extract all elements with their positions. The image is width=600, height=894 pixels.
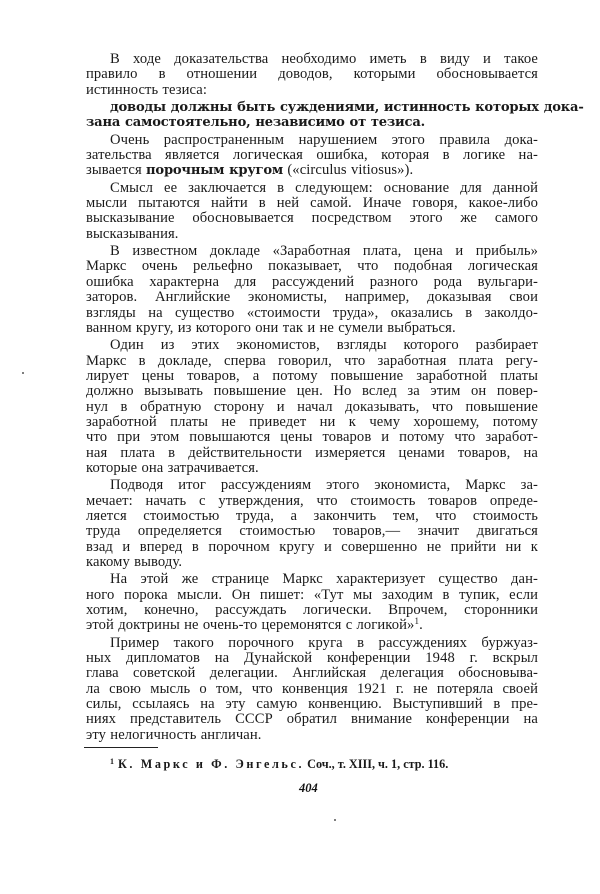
- text-line: На этой же странице Маркс характеризует существо дан-: [110, 571, 538, 588]
- text-fragment: .: [419, 617, 423, 634]
- text-line: лирует цены товаров, а потому повышение заработной платы: [86, 367, 538, 384]
- paragraph: [86, 244, 538, 336]
- text-line: ниях представитель СССР обратил внимание конференции на: [86, 711, 538, 728]
- text-line: ванном кругу, из которого они так и не сумели выбраться.: [86, 319, 456, 336]
- text-line: Маркс очень рельефно показывает, что подобная логическая: [86, 258, 538, 275]
- text-line: заработной платы не приведет ни к чему хорошему, потому: [86, 413, 538, 430]
- paragraph: [86, 478, 538, 570]
- text-line: высказывание обосновывается посредством этого же самого: [86, 210, 538, 227]
- text-line: [86, 618, 538, 633]
- footnote-citation: Соч., т. XIII, ч. 1, стр. 116.: [307, 757, 449, 771]
- text-line: мечает: начать с утверждения, что стоимость товаров опреде-: [86, 492, 538, 509]
- text-line: Один из этих экономистов, взгляды которого разбирает: [110, 337, 538, 354]
- text-line: нул в обратную сторону и начал доказывать, что повышение: [86, 398, 538, 415]
- scan-speck: [334, 819, 336, 821]
- text-line: которые она затрачивается.: [86, 459, 259, 476]
- page-body: [86, 51, 584, 743]
- text-line: ляется стоимостью труда, а закончить тем, что стоимость: [86, 507, 538, 524]
- rule-statement: [86, 100, 584, 131]
- paragraph: [86, 338, 538, 476]
- footnote-authors: К. Маркс и Ф. Энгельс.: [118, 757, 305, 771]
- text-line: мысли пытаются найти в ней самой. Иначе говоря, какое-либо: [86, 195, 538, 212]
- text-line: ного порока мысли. Он пишет: «Тут мы заходим в тупик, если: [86, 586, 538, 603]
- text-line: ла свою мысль о том, что конвенция 1921 г. не потеряла своей: [86, 680, 538, 697]
- paragraph: [86, 133, 538, 179]
- scan-speck: [22, 372, 24, 374]
- text-line: ная плата в действительности измеряется ценами товаров, на: [86, 444, 538, 461]
- text-line: В известном докладе «Заработная плата, цена и прибыль»: [110, 243, 538, 260]
- text-line: Подводя итог рассуждениям этого экономиста, Маркс за-: [110, 477, 538, 494]
- text-line: Смысл ее заключается в следующем: основание для данной: [110, 179, 538, 196]
- text-line: [86, 163, 538, 178]
- text-line: высказывания.: [86, 225, 179, 242]
- footnote-reference[interactable]: 1: [414, 616, 420, 627]
- footnote-mark: 1: [110, 757, 114, 766]
- text-line: зана самостоятельно, независимо от тезиса.: [86, 115, 425, 131]
- paragraph: [86, 572, 538, 633]
- paragraph: [86, 181, 538, 242]
- text-line: силы, ссылаясь на эту самую конвенцию. Выступивший в пре-: [86, 696, 538, 713]
- text-line: взад и вперед в порочном кругу и совершенно не прийти ни к: [86, 538, 538, 555]
- text-line: труда определяется стоимостью товаров,— значит двигаться: [86, 523, 538, 540]
- text-line: правило в отношении доводов, которыми обосновывается: [86, 66, 538, 83]
- text-line: доводы должны быть суждениями, истинность которых дока-: [110, 100, 584, 116]
- text-line: истинность тезиса:: [86, 81, 208, 98]
- text-line: что при этом повышаются цены товаров и потому что заработ-: [86, 429, 538, 446]
- text-fragment: («circulus vitiosus»).: [283, 162, 414, 179]
- text-line: Пример такого порочного круга в рассуждениях буржуаз-: [110, 634, 538, 651]
- text-line: взгляды на существо «стоимости труда», оказались в заколдо-: [86, 304, 538, 321]
- text-line: глава советской делегации. Английская делегация обосновыва-: [86, 665, 538, 682]
- text-line: какому выводу.: [86, 554, 183, 570]
- footnote: [110, 757, 448, 772]
- text-fragment: зывается: [86, 162, 147, 179]
- text-line: ошибка характерна для рассуждений разного рода вульгари-: [86, 273, 538, 290]
- text-line: хотим, конечно, рассуждать логически. Впрочем, сторонники: [86, 602, 538, 619]
- text-line: заторов. Английские экономисты, например, доказывая свои: [86, 289, 538, 306]
- page-number: 404: [299, 781, 318, 795]
- term-vicious-circle: порочным кругом: [146, 163, 284, 179]
- footnote-divider: [84, 747, 158, 748]
- paragraph: [86, 52, 538, 98]
- text-line: В ходе доказательства необходимо иметь в виду и такое: [110, 51, 538, 67]
- text-fragment: этой доктрины не очень-то церемонятся с логикой»: [86, 617, 415, 634]
- text-line: должно вызывать повышение цен. Но вслед за этим он повер-: [86, 383, 538, 400]
- text-line: Очень распространенным нарушением этого правила дока-: [110, 131, 538, 148]
- paragraph: [86, 636, 538, 743]
- text-line: Маркс в докладе, сперва говорил, что заработная плата регу-: [86, 352, 538, 369]
- text-line: ных дипломатов на Дунайской конференции 1948 г. вскрыл: [86, 650, 538, 667]
- text-line: эту нелогичность англичан.: [86, 726, 262, 743]
- text-line: зательства является логическая ошибка, которая в логике на-: [86, 147, 538, 164]
